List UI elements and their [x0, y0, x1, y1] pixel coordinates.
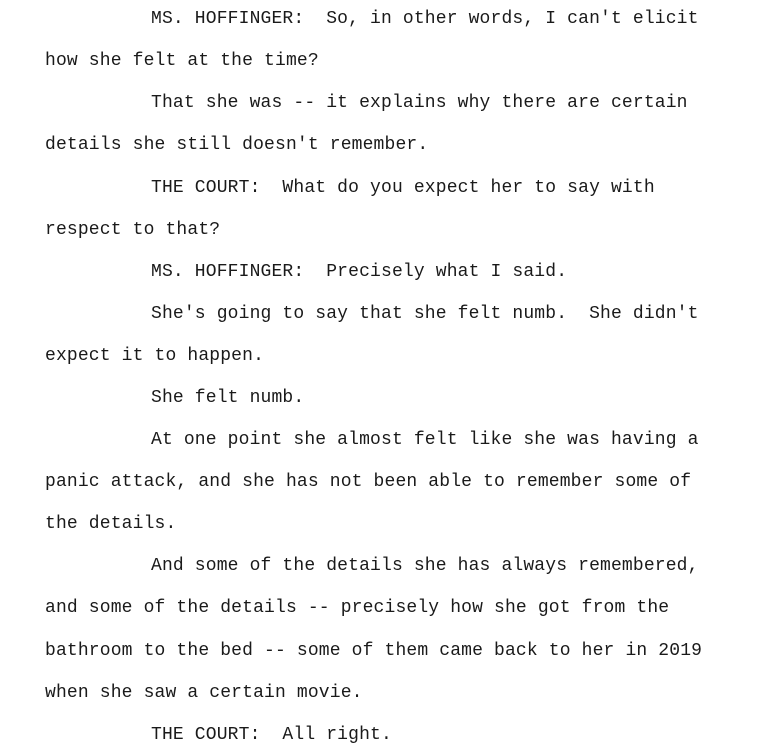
transcript-line: At one point she almost felt like she was having a	[151, 430, 699, 450]
transcript-line: and some of the details -- precisely how she got from the	[45, 598, 670, 618]
transcript-line: And some of the details she has always remembered,	[151, 556, 699, 576]
transcript-line: MS. HOFFINGER: Precisely what I said.	[151, 262, 568, 282]
transcript-line: how she felt at the time?	[45, 51, 319, 71]
transcript-line: when she saw a certain movie.	[45, 683, 363, 703]
transcript-line: bathroom to the bed -- some of them came back to her in 2019	[45, 641, 703, 661]
transcript-line: panic attack, and she has not been able to remember some of	[45, 472, 692, 492]
transcript-line: details she still doesn't remember.	[45, 135, 429, 155]
transcript-line: THE COURT: What do you expect her to say with	[151, 178, 655, 198]
transcript-line: She felt numb.	[151, 388, 305, 408]
transcript-line: MS. HOFFINGER: So, in other words, I can't elicit	[151, 9, 699, 29]
transcript-line: the details.	[45, 514, 177, 534]
transcript-line: That she was -- it explains why there are certain	[151, 93, 688, 113]
transcript-line: expect it to happen.	[45, 346, 265, 366]
transcript-line: THE COURT: All right.	[151, 725, 392, 745]
transcript-line: respect to that?	[45, 220, 221, 240]
transcript-line: She's going to say that she felt numb. She didn't	[151, 304, 699, 324]
